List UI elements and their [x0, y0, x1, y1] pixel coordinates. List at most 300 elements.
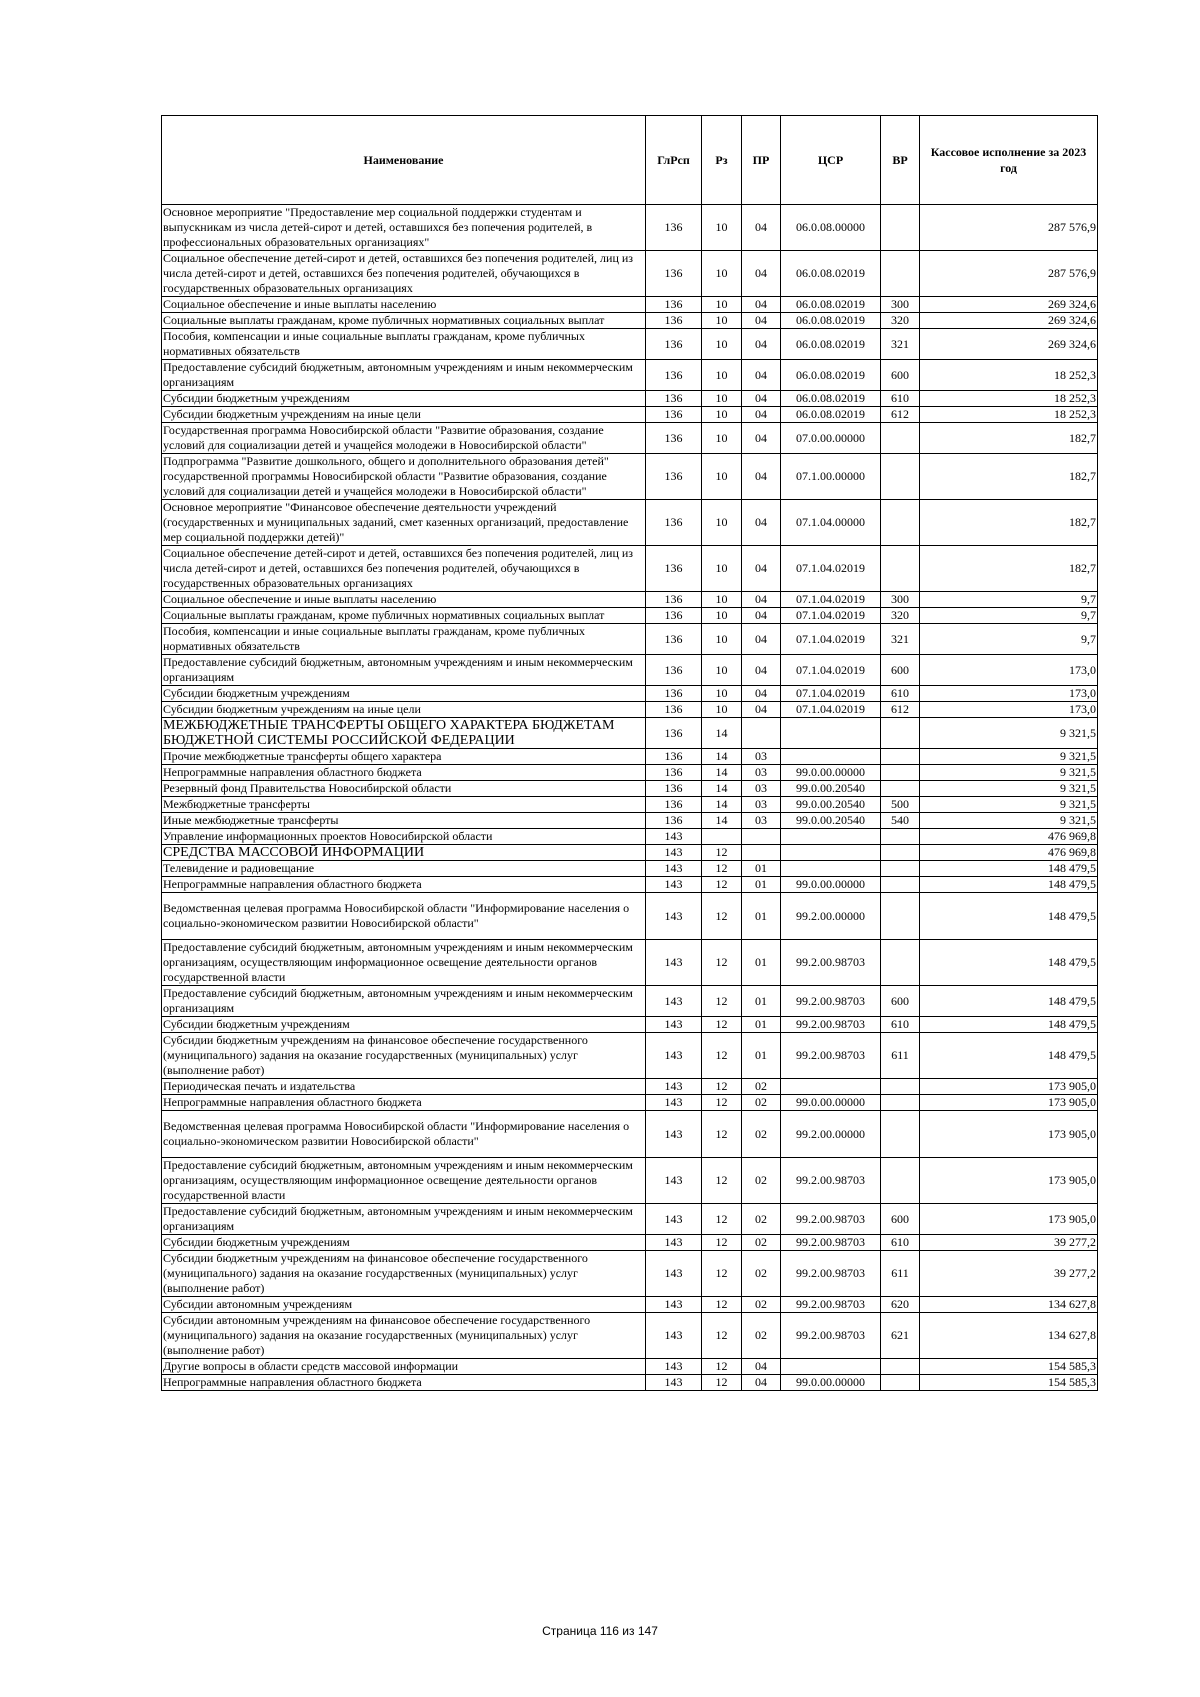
cell-rz: 10: [702, 655, 742, 686]
cell-rz: 14: [702, 813, 742, 829]
cell-grp: 143: [646, 940, 702, 986]
cell-name: Межбюджетные трансферты: [162, 797, 646, 813]
table-row: [162, 454, 1098, 500]
table-row: [162, 1313, 1098, 1359]
cell-name: Социальное обеспечение и иные выплаты населению: [162, 592, 646, 608]
cell-rz: 12: [702, 1033, 742, 1079]
cell-csr: 99.2.00.98703: [781, 1017, 881, 1033]
table-row: [162, 893, 1098, 940]
cell-csr: 99.0.00.20540: [781, 781, 881, 797]
cell-rz: 10: [702, 297, 742, 313]
cell-grp: 136: [646, 592, 702, 608]
cell-grp: 143: [646, 1313, 702, 1359]
cell-vr: 300: [881, 592, 920, 608]
cell-csr: 06.0.08.02019: [781, 313, 881, 329]
cell-rz: 14: [702, 797, 742, 813]
cell-grp: 143: [646, 829, 702, 845]
cell-name: Прочие межбюджетные трансферты общего характера: [162, 749, 646, 765]
cell-csr: [781, 749, 881, 765]
table-row: [162, 686, 1098, 702]
cell-vr: 612: [881, 407, 920, 423]
cell-pr: 02: [742, 1111, 781, 1158]
cell-amount: 148 479,5: [920, 877, 1098, 893]
cell-csr: 07.1.04.02019: [781, 702, 881, 718]
cell-pr: 04: [742, 407, 781, 423]
table-body: [162, 205, 1098, 1391]
cell-grp: 143: [646, 986, 702, 1017]
cell-pr: 04: [742, 454, 781, 500]
cell-amount: 9 321,5: [920, 718, 1098, 749]
table-row: [162, 329, 1098, 360]
cell-vr: [881, 1375, 920, 1391]
cell-amount: 476 969,8: [920, 829, 1098, 845]
cell-grp: 136: [646, 500, 702, 546]
cell-vr: 600: [881, 655, 920, 686]
cell-grp: 136: [646, 423, 702, 454]
table-row: [162, 845, 1098, 861]
cell-rz: 12: [702, 1359, 742, 1375]
cell-name: Непрограммные направления областного бюджета: [162, 765, 646, 781]
table-row: [162, 813, 1098, 829]
cell-vr: [881, 1158, 920, 1204]
table-row: [162, 205, 1098, 251]
page-number: Страница 116 из 147: [542, 1624, 658, 1638]
cell-pr: 04: [742, 624, 781, 655]
cell-vr: 611: [881, 1251, 920, 1297]
cell-csr: 99.0.00.00000: [781, 877, 881, 893]
cell-pr: 04: [742, 1359, 781, 1375]
cell-grp: 136: [646, 718, 702, 749]
table-row: [162, 251, 1098, 297]
cell-csr: 99.0.00.20540: [781, 797, 881, 813]
cell-pr: 02: [742, 1251, 781, 1297]
cell-name: Подпрограмма "Развитие дошкольного, общего и дополнительного образования детей" государственной программы Новосибирской области "Развитие образования, создание условий для социализации детей и учащейся молодежи в Новосибирской области": [162, 454, 646, 500]
cell-pr: 01: [742, 940, 781, 986]
cell-rz: 10: [702, 423, 742, 454]
table-row: [162, 749, 1098, 765]
cell-csr: 99.2.00.98703: [781, 1313, 881, 1359]
cell-name: Пособия, компенсации и иные социальные выплаты гражданам, кроме публичных нормативных обязательств: [162, 624, 646, 655]
cell-grp: 136: [646, 765, 702, 781]
cell-rz: 14: [702, 765, 742, 781]
cell-pr: 04: [742, 251, 781, 297]
table-row: [162, 781, 1098, 797]
cell-grp: 136: [646, 608, 702, 624]
header-grp: ГлРсп: [646, 116, 702, 205]
cell-amount: 182,7: [920, 423, 1098, 454]
cell-rz: 10: [702, 454, 742, 500]
cell-rz: 10: [702, 329, 742, 360]
cell-rz: 12: [702, 1158, 742, 1204]
cell-name: Социальные выплаты гражданам, кроме публичных нормативных социальных выплат: [162, 608, 646, 624]
cell-grp: 136: [646, 391, 702, 407]
cell-pr: 04: [742, 205, 781, 251]
cell-grp: 143: [646, 1297, 702, 1313]
cell-rz: 12: [702, 1079, 742, 1095]
table-row: [162, 1095, 1098, 1111]
cell-rz: 12: [702, 986, 742, 1017]
cell-vr: [881, 1079, 920, 1095]
table-row: [162, 829, 1098, 845]
cell-rz: 12: [702, 1297, 742, 1313]
cell-pr: 01: [742, 1033, 781, 1079]
table-row: [162, 655, 1098, 686]
cell-name: Субсидии бюджетным учреждениям: [162, 686, 646, 702]
cell-csr: 99.2.00.98703: [781, 1158, 881, 1204]
cell-grp: 136: [646, 546, 702, 592]
cell-vr: [881, 500, 920, 546]
cell-amount: 39 277,2: [920, 1251, 1098, 1297]
cell-vr: [881, 861, 920, 877]
cell-rz: 12: [702, 1375, 742, 1391]
cell-grp: 143: [646, 1095, 702, 1111]
cell-amount: 269 324,6: [920, 329, 1098, 360]
cell-name: СРЕДСТВА МАССОВОЙ ИНФОРМАЦИИ: [162, 845, 646, 861]
cell-rz: 10: [702, 592, 742, 608]
cell-rz: [702, 829, 742, 845]
table-header: [162, 116, 1098, 205]
cell-csr: [781, 718, 881, 749]
cell-pr: 04: [742, 702, 781, 718]
cell-vr: [881, 781, 920, 797]
cell-name: Телевидение и радиовещание: [162, 861, 646, 877]
cell-rz: 10: [702, 500, 742, 546]
cell-pr: 03: [742, 797, 781, 813]
cell-grp: 136: [646, 813, 702, 829]
cell-pr: 02: [742, 1095, 781, 1111]
cell-pr: 04: [742, 546, 781, 592]
cell-csr: 99.2.00.98703: [781, 986, 881, 1017]
cell-name: Субсидии бюджетным учреждениям: [162, 1235, 646, 1251]
cell-vr: 600: [881, 1204, 920, 1235]
cell-pr: 04: [742, 329, 781, 360]
cell-csr: [781, 861, 881, 877]
cell-vr: [881, 829, 920, 845]
cell-csr: 06.0.08.02019: [781, 407, 881, 423]
cell-rz: 12: [702, 893, 742, 940]
cell-rz: 12: [702, 861, 742, 877]
cell-csr: 99.0.00.00000: [781, 1095, 881, 1111]
cell-csr: 06.0.08.00000: [781, 205, 881, 251]
cell-grp: 143: [646, 1111, 702, 1158]
cell-amount: 9 321,5: [920, 813, 1098, 829]
cell-rz: 10: [702, 407, 742, 423]
cell-amount: 154 585,3: [920, 1359, 1098, 1375]
cell-pr: 02: [742, 1297, 781, 1313]
table-row: [162, 986, 1098, 1017]
cell-vr: [881, 423, 920, 454]
cell-pr: 04: [742, 608, 781, 624]
table-row: [162, 1017, 1098, 1033]
cell-csr: 99.2.00.98703: [781, 1251, 881, 1297]
table-row: [162, 423, 1098, 454]
cell-vr: [881, 845, 920, 861]
cell-amount: 148 479,5: [920, 940, 1098, 986]
cell-grp: 136: [646, 313, 702, 329]
cell-name: Субсидии бюджетным учреждениям на иные цели: [162, 407, 646, 423]
cell-grp: 143: [646, 861, 702, 877]
cell-pr: 04: [742, 297, 781, 313]
cell-csr: 07.0.00.00000: [781, 423, 881, 454]
cell-rz: 10: [702, 546, 742, 592]
cell-amount: 148 479,5: [920, 986, 1098, 1017]
cell-amount: 9 321,5: [920, 781, 1098, 797]
cell-csr: [781, 1359, 881, 1375]
table-row: [162, 797, 1098, 813]
cell-grp: 136: [646, 360, 702, 391]
cell-vr: [881, 893, 920, 940]
table-row: [162, 1375, 1098, 1391]
cell-amount: 148 479,5: [920, 1033, 1098, 1079]
cell-pr: 04: [742, 313, 781, 329]
cell-name: Социальные выплаты гражданам, кроме публичных нормативных социальных выплат: [162, 313, 646, 329]
cell-grp: 143: [646, 1375, 702, 1391]
cell-amount: 173,0: [920, 702, 1098, 718]
cell-csr: 99.2.00.98703: [781, 940, 881, 986]
table-row: [162, 313, 1098, 329]
cell-amount: 9 321,5: [920, 765, 1098, 781]
cell-vr: 612: [881, 702, 920, 718]
cell-csr: 07.1.04.00000: [781, 500, 881, 546]
cell-name: Субсидии автономным учреждениям: [162, 1297, 646, 1313]
cell-csr: 99.0.00.20540: [781, 813, 881, 829]
cell-pr: 02: [742, 1158, 781, 1204]
cell-csr: 07.1.04.02019: [781, 592, 881, 608]
cell-pr: 04: [742, 592, 781, 608]
cell-pr: 03: [742, 765, 781, 781]
cell-rz: 10: [702, 686, 742, 702]
cell-pr: 01: [742, 861, 781, 877]
cell-amount: 269 324,6: [920, 313, 1098, 329]
cell-rz: 12: [702, 877, 742, 893]
cell-amount: 154 585,3: [920, 1375, 1098, 1391]
table-row: [162, 702, 1098, 718]
cell-vr: [881, 718, 920, 749]
cell-csr: 06.0.08.02019: [781, 251, 881, 297]
cell-name: Субсидии автономным учреждениям на финансовое обеспечение государственного (муниципального) задания на оказание государственных (муниципальных) услуг (выполнение работ): [162, 1313, 646, 1359]
cell-amount: 148 479,5: [920, 1017, 1098, 1033]
table-row: [162, 877, 1098, 893]
header-pr: ПР: [742, 116, 781, 205]
cell-grp: 143: [646, 877, 702, 893]
table-row: [162, 1359, 1098, 1375]
cell-amount: 9,7: [920, 592, 1098, 608]
cell-name: Управление информационных проектов Новосибирской области: [162, 829, 646, 845]
cell-pr: 02: [742, 1313, 781, 1359]
cell-name: Ведомственная целевая программа Новосибирской области "Информирование населения о социально-экономическом развитии Новосибирской области": [162, 1111, 646, 1158]
cell-name: Социальное обеспечение детей-сирот и детей, оставшихся без попечения родителей, лиц из числа детей-сирот и детей, оставшихся без попечения родителей, обучающихся в государственных образовательных организациях: [162, 546, 646, 592]
cell-grp: 136: [646, 749, 702, 765]
cell-rz: 12: [702, 1251, 742, 1297]
cell-vr: 321: [881, 624, 920, 655]
cell-grp: 143: [646, 1251, 702, 1297]
header-name: Наименование: [162, 116, 646, 205]
cell-vr: 600: [881, 986, 920, 1017]
cell-vr: 610: [881, 1235, 920, 1251]
cell-vr: [881, 1095, 920, 1111]
cell-csr: 06.0.08.02019: [781, 297, 881, 313]
cell-pr: [742, 845, 781, 861]
cell-amount: 148 479,5: [920, 893, 1098, 940]
cell-name: Субсидии бюджетным учреждениям на финансовое обеспечение государственного (муниципального) задания на оказание государственных (муниципальных) услуг (выполнение работ): [162, 1251, 646, 1297]
table-row: [162, 592, 1098, 608]
cell-name: Субсидии бюджетным учреждениям: [162, 1017, 646, 1033]
cell-pr: 04: [742, 423, 781, 454]
cell-grp: 136: [646, 686, 702, 702]
cell-rz: 12: [702, 1313, 742, 1359]
cell-amount: 173 905,0: [920, 1204, 1098, 1235]
cell-grp: 136: [646, 251, 702, 297]
cell-amount: 134 627,8: [920, 1313, 1098, 1359]
cell-csr: 99.2.00.98703: [781, 1204, 881, 1235]
table-row: [162, 1079, 1098, 1095]
cell-pr: 04: [742, 686, 781, 702]
table-row: [162, 1111, 1098, 1158]
cell-grp: 136: [646, 205, 702, 251]
cell-rz: 10: [702, 360, 742, 391]
cell-name: Ведомственная целевая программа Новосибирской области "Информирование населения о социально-экономическом развитии Новосибирской области": [162, 893, 646, 940]
cell-grp: 136: [646, 454, 702, 500]
cell-rz: 14: [702, 718, 742, 749]
cell-amount: 173 905,0: [920, 1095, 1098, 1111]
header-rz: Рз: [702, 116, 742, 205]
cell-name: Социальное обеспечение и иные выплаты населению: [162, 297, 646, 313]
cell-amount: 476 969,8: [920, 845, 1098, 861]
cell-rz: 10: [702, 624, 742, 655]
cell-rz: 12: [702, 845, 742, 861]
cell-pr: 01: [742, 893, 781, 940]
table-row: [162, 297, 1098, 313]
cell-csr: 06.0.08.02019: [781, 391, 881, 407]
table-row: [162, 1158, 1098, 1204]
cell-name: Предоставление субсидий бюджетным, автономным учреждениям и иным некоммерческим организациям: [162, 655, 646, 686]
cell-name: Субсидии бюджетным учреждениям на финансовое обеспечение государственного (муниципального) задания на оказание государственных (муниципальных) услуг (выполнение работ): [162, 1033, 646, 1079]
cell-csr: 99.0.00.00000: [781, 765, 881, 781]
cell-name: Субсидии бюджетным учреждениям: [162, 391, 646, 407]
cell-amount: 18 252,3: [920, 407, 1098, 423]
cell-csr: 99.2.00.00000: [781, 893, 881, 940]
cell-vr: 320: [881, 313, 920, 329]
cell-rz: 10: [702, 251, 742, 297]
cell-vr: [881, 454, 920, 500]
cell-vr: 620: [881, 1297, 920, 1313]
budget-table: [161, 115, 1098, 1391]
cell-amount: 269 324,6: [920, 297, 1098, 313]
cell-csr: 99.2.00.98703: [781, 1235, 881, 1251]
cell-amount: 134 627,8: [920, 1297, 1098, 1313]
cell-vr: [881, 877, 920, 893]
cell-pr: 04: [742, 360, 781, 391]
table-row: [162, 500, 1098, 546]
cell-vr: [881, 1111, 920, 1158]
cell-vr: 321: [881, 329, 920, 360]
cell-csr: 99.2.00.98703: [781, 1297, 881, 1313]
cell-amount: 148 479,5: [920, 861, 1098, 877]
cell-rz: 14: [702, 749, 742, 765]
cell-csr: 99.2.00.00000: [781, 1111, 881, 1158]
cell-grp: 143: [646, 1158, 702, 1204]
cell-amount: 9 321,5: [920, 749, 1098, 765]
cell-vr: 540: [881, 813, 920, 829]
cell-vr: 610: [881, 686, 920, 702]
cell-grp: 136: [646, 702, 702, 718]
cell-vr: 300: [881, 297, 920, 313]
cell-pr: 04: [742, 391, 781, 407]
cell-rz: 12: [702, 1111, 742, 1158]
cell-amount: 9,7: [920, 624, 1098, 655]
cell-amount: 173 905,0: [920, 1158, 1098, 1204]
cell-rz: 12: [702, 1095, 742, 1111]
cell-grp: 136: [646, 624, 702, 655]
table-row: [162, 608, 1098, 624]
cell-name: Непрограммные направления областного бюджета: [162, 1375, 646, 1391]
cell-name: Государственная программа Новосибирской области "Развитие образования, создание условий для социализации детей и учащейся молодежи в Новосибирской области": [162, 423, 646, 454]
cell-amount: 173,0: [920, 686, 1098, 702]
cell-pr: [742, 829, 781, 845]
cell-amount: 18 252,3: [920, 391, 1098, 407]
cell-csr: [781, 845, 881, 861]
cell-name: Периодическая печать и издательства: [162, 1079, 646, 1095]
table-row: [162, 1297, 1098, 1313]
cell-csr: [781, 1079, 881, 1095]
cell-pr: [742, 718, 781, 749]
cell-csr: 07.1.04.02019: [781, 546, 881, 592]
header-amount: Кассовое исполнение за 2023 год: [920, 116, 1098, 205]
cell-name: Предоставление субсидий бюджетным, автономным учреждениям и иным некоммерческим организациям: [162, 1204, 646, 1235]
cell-grp: 136: [646, 407, 702, 423]
cell-vr: 610: [881, 391, 920, 407]
cell-vr: [881, 205, 920, 251]
cell-grp: 143: [646, 1017, 702, 1033]
cell-name: Основное мероприятие "Финансовое обеспечение деятельности учреждений (государственных и муниципальных заданий, смет казенных организаций, предоставление мер социальной поддержки детей)": [162, 500, 646, 546]
cell-amount: 287 576,9: [920, 205, 1098, 251]
table-row: [162, 861, 1098, 877]
cell-pr: 03: [742, 781, 781, 797]
cell-grp: 143: [646, 1204, 702, 1235]
cell-csr: 07.1.00.00000: [781, 454, 881, 500]
cell-csr: 07.1.04.02019: [781, 608, 881, 624]
cell-rz: 12: [702, 1017, 742, 1033]
cell-grp: 143: [646, 1079, 702, 1095]
table-row: [162, 765, 1098, 781]
cell-vr: 500: [881, 797, 920, 813]
cell-rz: 12: [702, 940, 742, 986]
cell-grp: 136: [646, 781, 702, 797]
table-row: [162, 546, 1098, 592]
cell-vr: 611: [881, 1033, 920, 1079]
cell-csr: 07.1.04.02019: [781, 624, 881, 655]
table-row: [162, 624, 1098, 655]
table-row: [162, 718, 1098, 749]
cell-csr: 99.2.00.98703: [781, 1033, 881, 1079]
table-row: [162, 360, 1098, 391]
cell-pr: 02: [742, 1235, 781, 1251]
cell-vr: [881, 546, 920, 592]
table-row: [162, 407, 1098, 423]
cell-name: Предоставление субсидий бюджетным, автономным учреждениям и иным некоммерческим организациям: [162, 986, 646, 1017]
cell-amount: 39 277,2: [920, 1235, 1098, 1251]
cell-name: Непрограммные направления областного бюджета: [162, 877, 646, 893]
cell-csr: [781, 829, 881, 845]
cell-vr: [881, 251, 920, 297]
cell-pr: 02: [742, 1204, 781, 1235]
cell-amount: 9,7: [920, 608, 1098, 624]
cell-vr: 600: [881, 360, 920, 391]
cell-grp: 143: [646, 1235, 702, 1251]
table-row: [162, 1251, 1098, 1297]
cell-rz: 12: [702, 1204, 742, 1235]
cell-name: МЕЖБЮДЖЕТНЫЕ ТРАНСФЕРТЫ ОБЩЕГО ХАРАКТЕРА БЮДЖЕТАМ БЮДЖЕТНОЙ СИСТЕМЫ РОССИЙСКОЙ ФЕДЕРАЦИИ: [162, 718, 646, 749]
